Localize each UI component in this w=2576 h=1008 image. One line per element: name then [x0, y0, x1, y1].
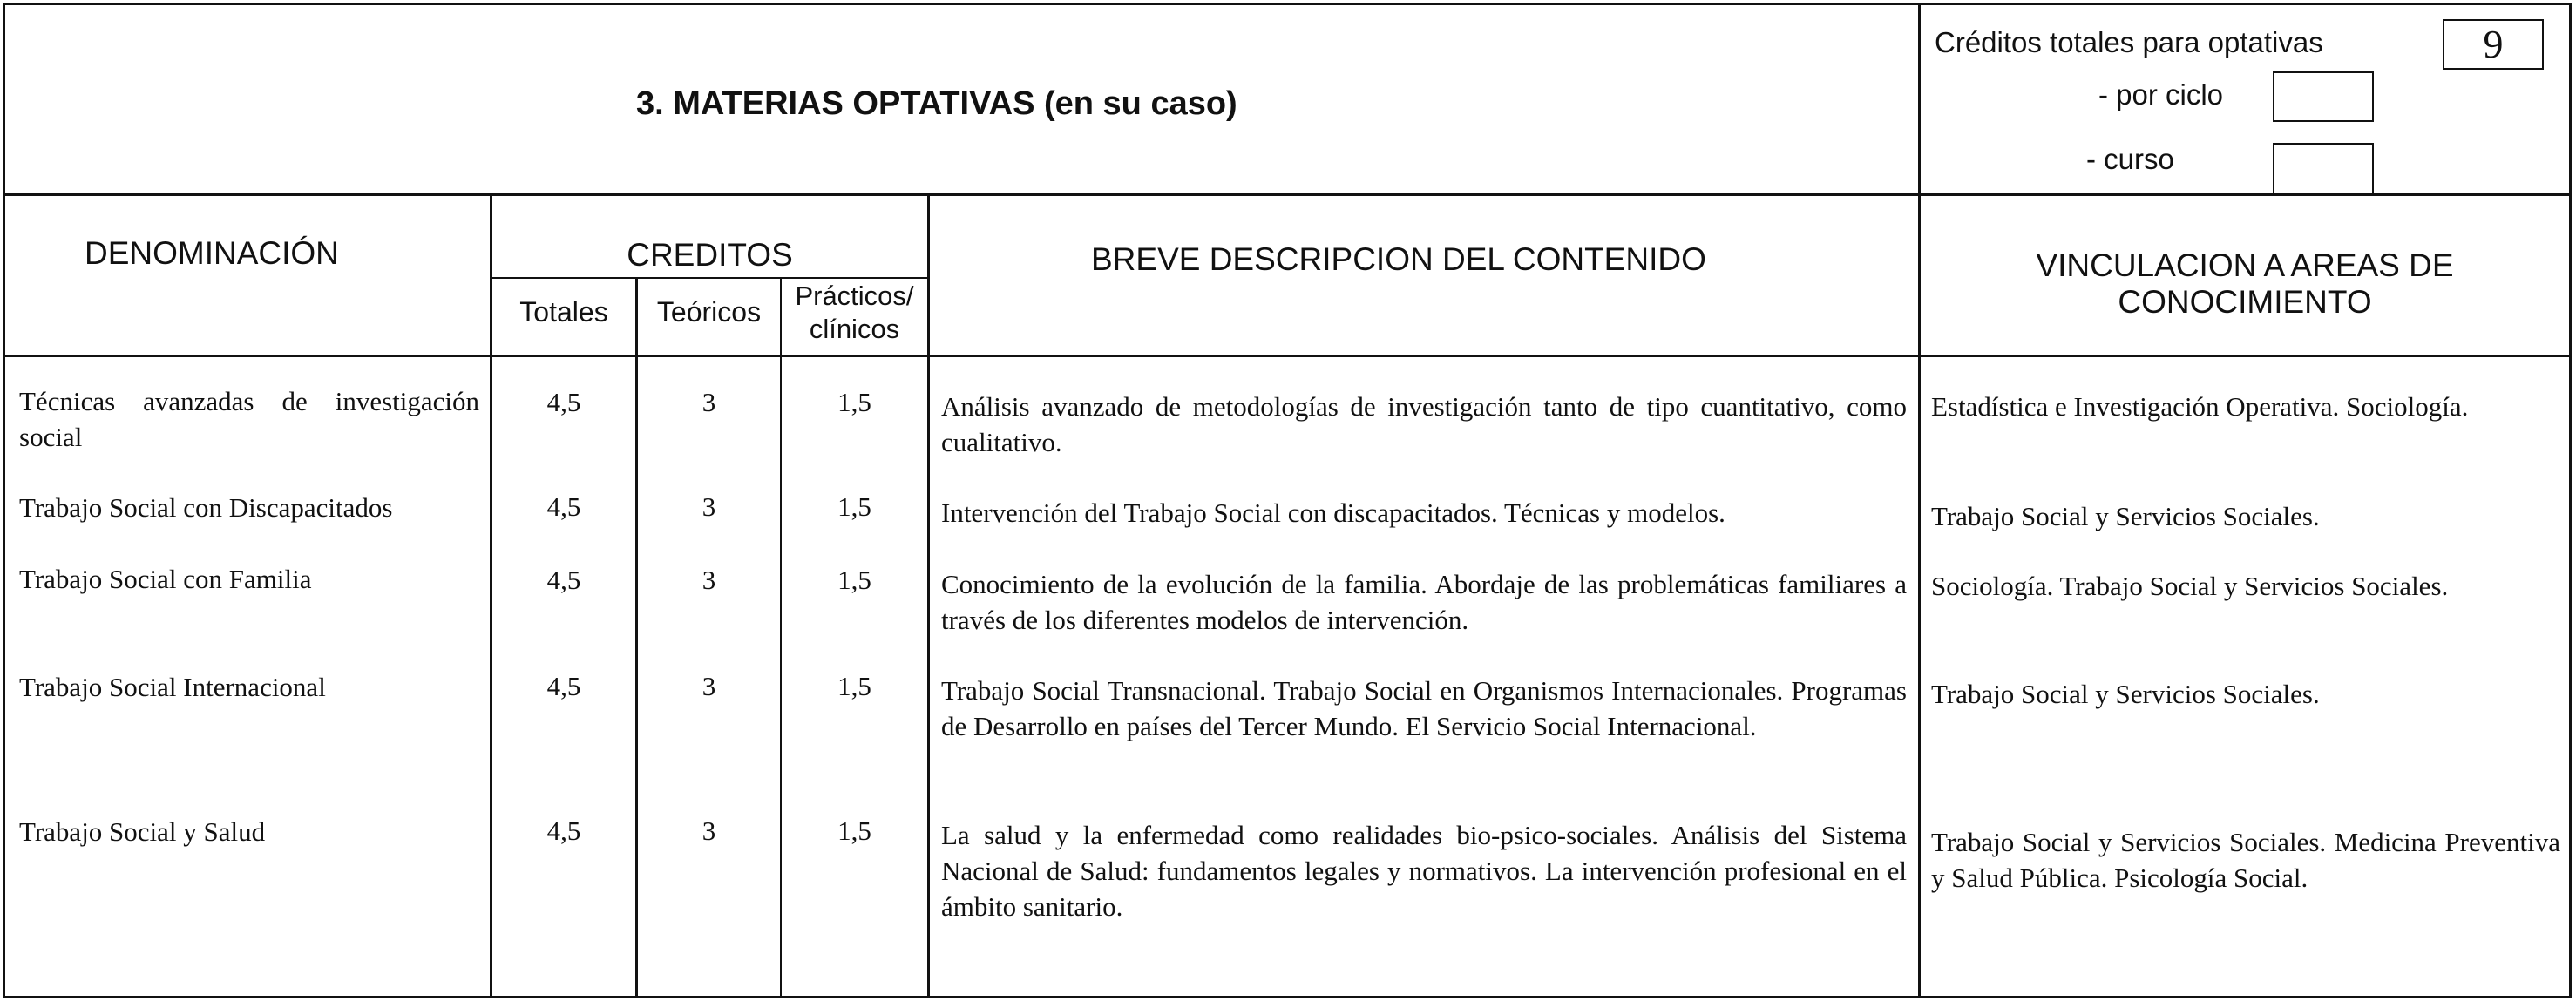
row-5-vinculacion: Trabajo Social y Servicios Sociales. Medicina Preventiva y Salud Pública. Psicología Social.	[1931, 827, 2560, 893]
header-creditos: CREDITOS	[627, 237, 793, 273]
row-2-totales: 4,5	[546, 491, 581, 522]
header-vinculacion-line1: VINCULACION A AREAS DE	[2036, 247, 2454, 283]
per-course-label: - curso	[2086, 143, 2174, 175]
row-2-teoricos: 3	[702, 491, 716, 522]
header-practicos-line2: clínicos	[809, 314, 900, 344]
row-2-vinculacion: Trabajo Social y Servicios Sociales.	[1931, 501, 2320, 531]
header-descripcion: BREVE DESCRIPCION DEL CONTENIDO	[1091, 241, 1706, 277]
frame-bottom-line	[3, 996, 2572, 998]
row-1-denominacion: Técnicas avanzadas de investigación social	[19, 386, 479, 452]
row-3-descripcion: Conocimiento de la evolución de la familia. Abordaje de las problemáticas familiares a través de los diferentes modelos de intervención.	[941, 569, 1907, 635]
row-4-vinculacion: Trabajo Social y Servicios Sociales.	[1931, 679, 2320, 709]
row-3-denominacion: Trabajo Social con Familia	[19, 564, 312, 594]
row-5-denominacion: Trabajo Social y Salud	[19, 816, 266, 847]
row-1-teoricos: 3	[702, 387, 716, 417]
row-4-denominacion: Trabajo Social Internacional	[19, 672, 326, 702]
row-3-practicos: 1,5	[837, 565, 871, 595]
frame-right-line	[2569, 3, 2572, 998]
row-1-practicos: 1,5	[837, 387, 871, 417]
per-course-box	[2273, 143, 2374, 195]
row-2-denominacion: Trabajo Social con Discapacitados	[19, 492, 393, 523]
row-3-vinculacion: Sociología. Trabajo Social y Servicios Sociales.	[1931, 571, 2449, 601]
row-4-descripcion: Trabajo Social Transnacional. Trabajo Social en Organismos Internacionales. Programas de Desarrollo en países del Tercer Mundo. El Servicio Social Internacional.	[941, 675, 1907, 741]
section-title: 3. MATERIAS OPTATIVAS (en su caso)	[636, 85, 1237, 122]
row-1-descripcion: Análisis avanzado de metodologías de investigación tanto de tipo cuantitativo, como cualitativo.	[941, 391, 1907, 457]
credits-total-value: 9	[2483, 22, 2504, 66]
header-teoricos: Teóricos	[656, 296, 762, 328]
col-line-practicos	[927, 193, 930, 998]
frame-top-line	[3, 3, 2572, 5]
row-4-practicos: 1,5	[837, 671, 871, 701]
header-vinculacion-line2: CONOCIMIENTO	[2118, 284, 2372, 320]
row-1-totales: 4,5	[546, 387, 581, 417]
per-cycle-box	[2273, 71, 2374, 122]
header-totales: Totales	[519, 296, 608, 328]
header-divider-line	[3, 355, 2572, 357]
per-cycle-label: - por ciclo	[2098, 78, 2224, 111]
header-practicos-line1: Prácticos/	[795, 281, 914, 311]
row-5-totales: 4,5	[546, 815, 581, 846]
row-3-teoricos: 3	[702, 565, 716, 595]
row-4-teoricos: 3	[702, 671, 716, 701]
title-divider-line	[3, 193, 2572, 196]
row-2-practicos: 1,5	[837, 491, 871, 522]
row-4-totales: 4,5	[546, 671, 581, 701]
creditos-subheader-line	[491, 277, 929, 279]
credits-total-label: Créditos totales para optativas	[1935, 26, 2323, 58]
row-5-practicos: 1,5	[837, 815, 871, 846]
frame-left-line	[3, 3, 5, 998]
col-line-descripcion	[1918, 3, 1921, 998]
row-5-teoricos: 3	[702, 815, 716, 846]
row-2-descripcion: Intervención del Trabajo Social con discapacitados. Técnicas y modelos.	[941, 497, 1725, 528]
row-5-descripcion: La salud y la enfermedad como realidades bio-psico-sociales. Análisis del Sistema Nacional de Salud: fundamentos legales y normativos. La intervención profesional en el ámbito sanitario.	[941, 820, 1907, 922]
col-line-teoricos	[780, 277, 782, 998]
col-line-totales	[635, 277, 638, 998]
header-denominacion: DENOMINACIÓN	[85, 235, 339, 271]
row-3-totales: 4,5	[546, 565, 581, 595]
row-1-vinculacion: Estadística e Investigación Operativa. Sociología.	[1931, 391, 2469, 422]
